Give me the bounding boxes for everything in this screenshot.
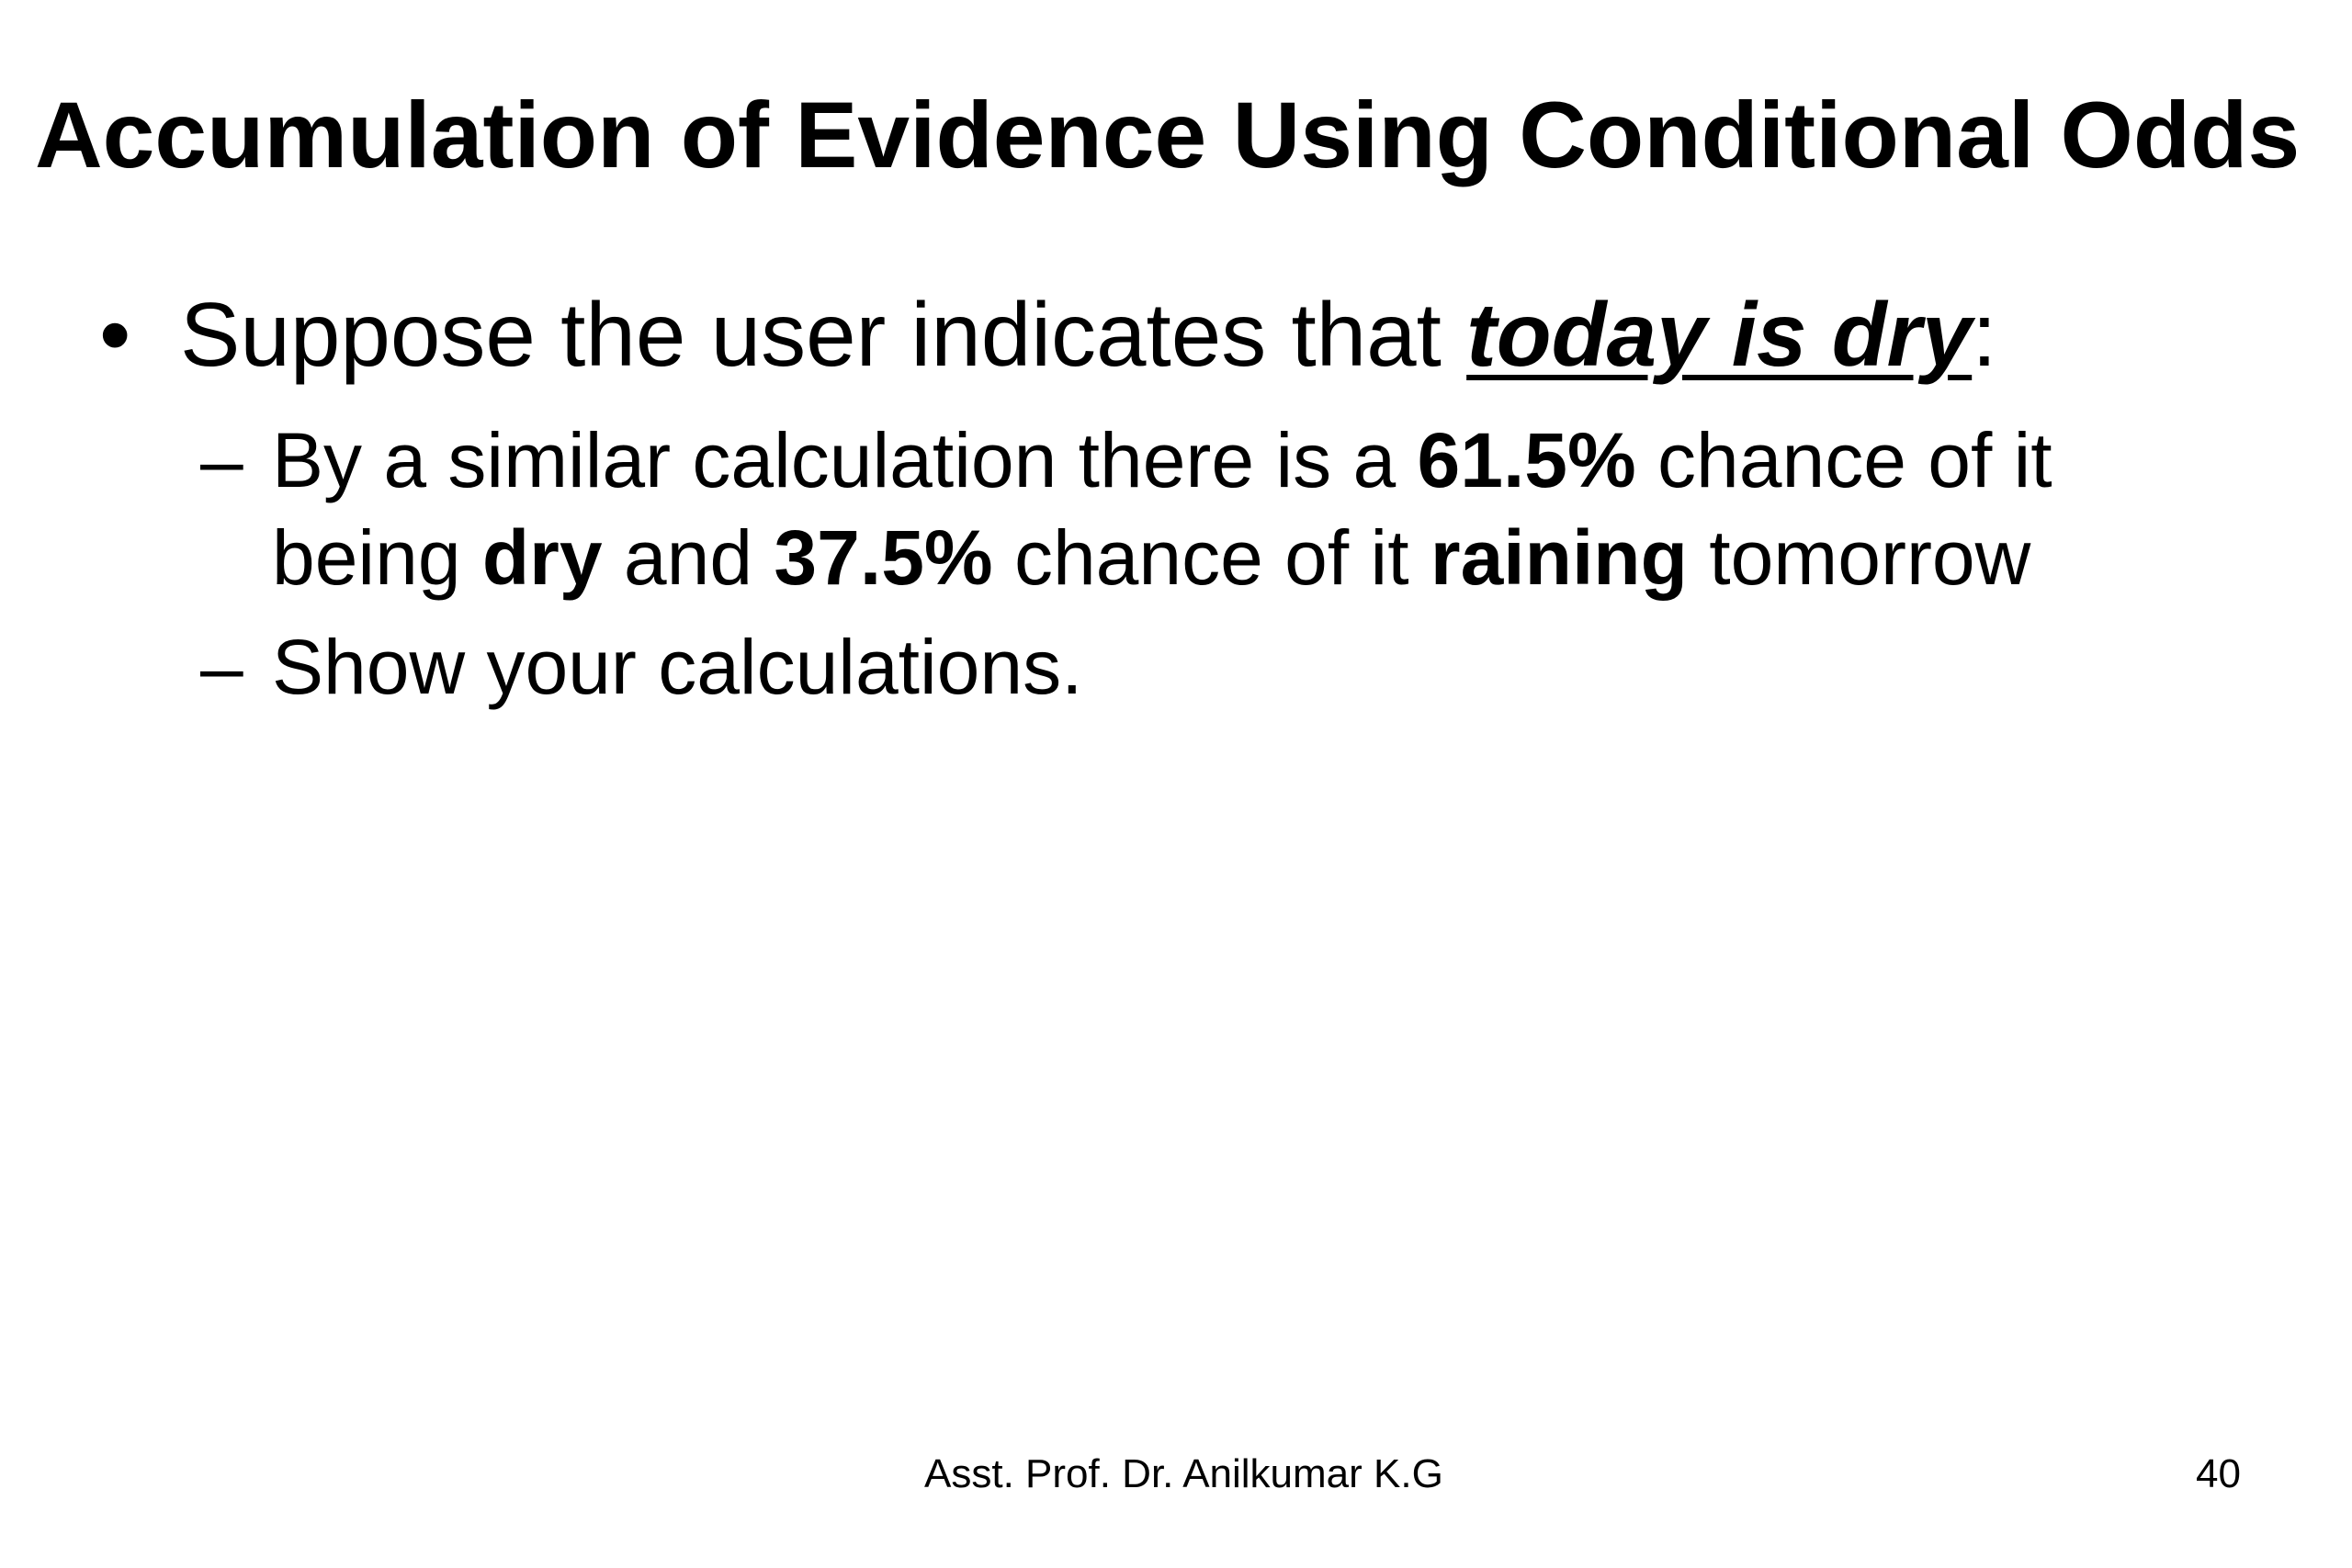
sub-bullet-text: tomorrow — [1687, 514, 2031, 601]
slide-title: Accumulation of Evidence Using Conditional Odds — [35, 83, 2301, 187]
sub-bullet-text: being — [272, 514, 482, 601]
sub-bullet-item — [200, 618, 1082, 716]
bullet-item — [99, 280, 1996, 389]
page-number: 40 — [2196, 1451, 2241, 1496]
dry-word: dry — [481, 514, 603, 601]
sub-bullet-text: chance of it — [992, 514, 1430, 601]
sub-bullet-marker: – — [200, 624, 243, 710]
sub-bullet-text: By a similar calculation there is a — [272, 417, 1418, 503]
dry-percentage: 61.5% — [1417, 417, 1636, 503]
bullet-text: Suppose the user indicates that — [180, 284, 1467, 385]
sub-bullet-text: and — [602, 514, 775, 601]
sub-bullet-continuation — [272, 509, 2030, 606]
sub-bullet-text: chance of it — [1635, 417, 2052, 503]
raining-word: raining — [1430, 514, 1688, 601]
rain-percentage: 37.5% — [774, 514, 993, 601]
sub-bullet-marker: – — [200, 417, 243, 503]
sub-bullet-text: Show your calculations. — [272, 624, 1083, 710]
footer-author: Asst. Prof. Dr. Anilkumar K.G — [924, 1451, 1443, 1496]
bullet-emphasis: today is dry — [1466, 284, 1973, 385]
bullet-marker: • — [99, 284, 131, 385]
bullet-text-end: : — [1972, 284, 1997, 385]
sub-bullet-item — [200, 412, 2052, 509]
